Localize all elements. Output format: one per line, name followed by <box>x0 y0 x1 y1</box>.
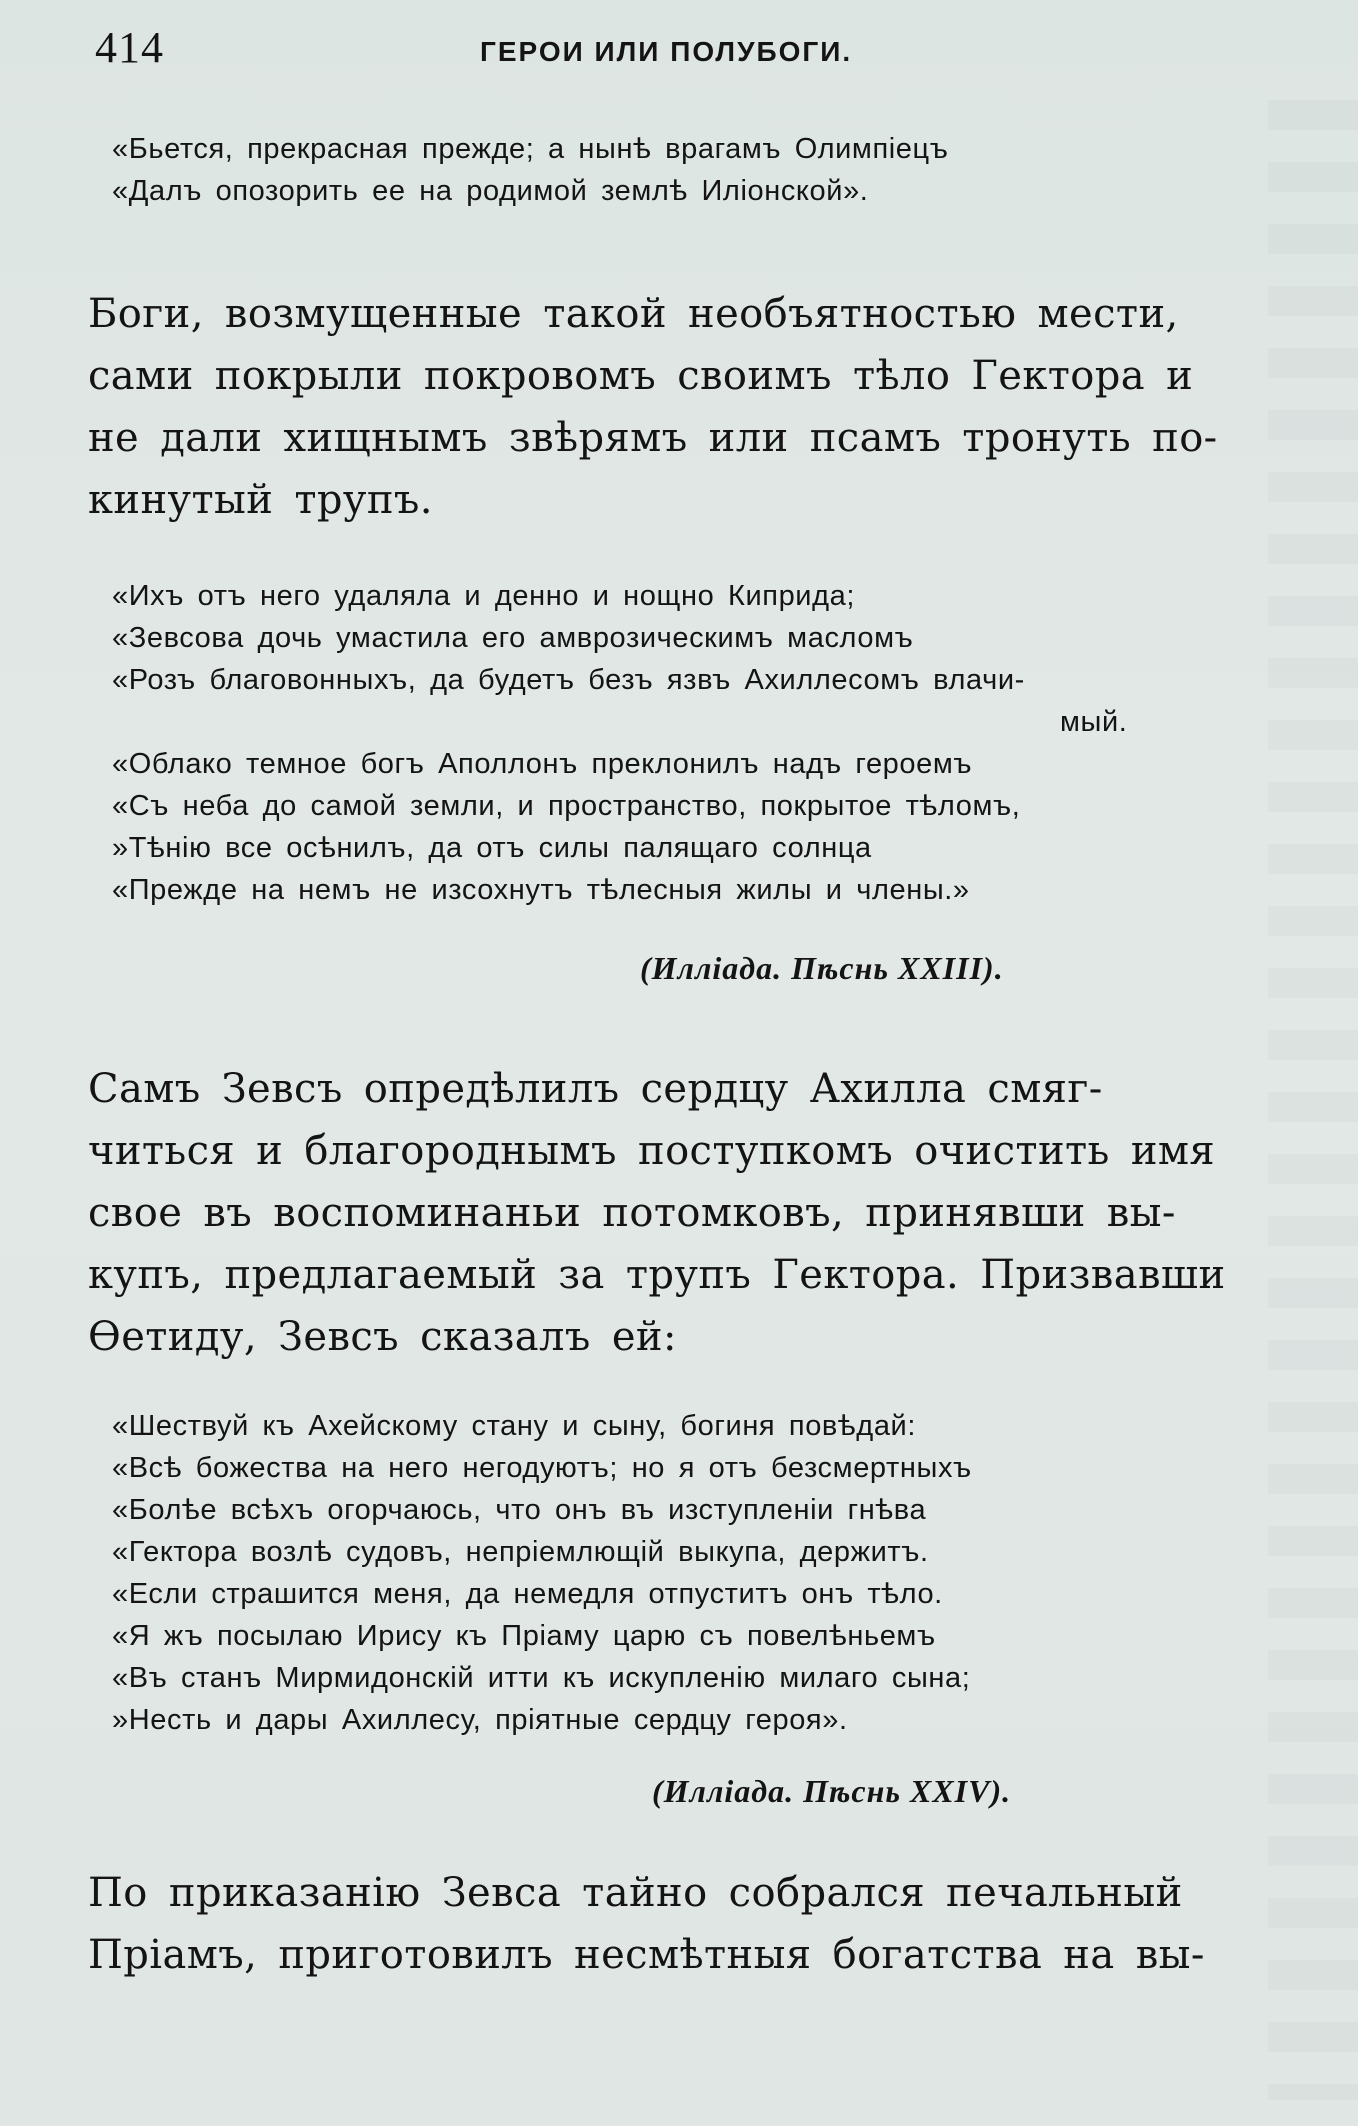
verse-line: «Я жъ посылаю Ирису къ Прiаму царю съ повелѣньемъ <box>112 1620 936 1652</box>
attribution-1: (Илліада. Пѣснь XXIII). <box>640 950 1004 986</box>
verse-line: «Шествуй къ Ахейскому стану и сыну, богиня повѣдай: <box>112 1410 917 1442</box>
verse-line: »Тѣнiю все осѣнилъ, да отъ силы палящаго солнца <box>112 832 872 864</box>
prose-line: По приказанiю Зевса тайно собрался печальный <box>88 1870 1183 1916</box>
prose-line: не дали хищнымъ звѣрямъ или псамъ тронуть по- <box>88 415 1218 461</box>
verse-line-continuation: мый. <box>1060 706 1128 738</box>
verse-quote-3 <box>112 1405 972 1741</box>
prose-line: Ѳетиду, Зевсъ сказалъ ей: <box>88 1314 677 1360</box>
verse-line: «Бьется, прекрасная прежде; а нынѣ врагамъ Олимпiецъ <box>112 133 949 165</box>
verse-line: «Облако темное богъ Аполлонъ преклонилъ надъ героемъ <box>112 748 973 780</box>
prose-line: свое въ воспоминаньи потомковъ, принявши вы- <box>88 1190 1176 1236</box>
verse-line: «Розъ благовонныхъ, да будетъ безъ язвъ Ахиллесомъ влачи- <box>112 664 1025 696</box>
prose-line: Самъ Зевсъ опредѣлилъ сердцу Ахилла смяг- <box>88 1066 1103 1112</box>
verse-line: «Прежде на немъ не изсохнутъ тѣлесныя жилы и члены.» <box>112 874 970 906</box>
verse-line: «Зевсова дочь умастила его амврозическимъ масломъ <box>112 622 914 654</box>
verse-line: «Въ станъ Мирмидонскiй итти къ искупленiю милаго сына; <box>112 1662 971 1694</box>
page-header <box>90 22 1270 82</box>
prose-line: купъ, предлагаемый за трупъ Гектора. Призвавши <box>88 1252 1226 1298</box>
verse-line: «Ихъ отъ него удаляла и денно и нощно Киприда; <box>112 580 856 612</box>
page-number: 414 <box>95 23 164 72</box>
verse-quote-2 <box>112 575 1127 911</box>
prose-line: читься и благороднымъ поступкомъ очистить имя <box>88 1128 1216 1174</box>
prose-line: Прiамъ, приготовилъ несмѣтныя богатства на вы- <box>88 1932 1205 1978</box>
attribution-2: (Илліада. Пѣснь XXIV). <box>652 1773 1012 1809</box>
paragraph-1 <box>88 283 1268 531</box>
prose-line: Боги, возмущенные такой необъятностью мести, <box>88 291 1179 337</box>
prose-line: кинутый трупъ. <box>88 477 433 523</box>
verse-quote-1 <box>112 128 948 212</box>
verse-line: «Всѣ божества на него негодуютъ; но я отъ безсмертныхъ <box>112 1452 972 1484</box>
verse-line: «Если страшится меня, да немедля отпуститъ онъ тѣло. <box>112 1578 943 1610</box>
paragraph-2 <box>88 1058 1268 1368</box>
running-title: ГЕРОИ ИЛИ ПОЛУБОГИ. <box>480 36 853 67</box>
prose-line: сами покрыли покровомъ своимъ тѣло Гектора и <box>88 353 1194 399</box>
verse-line: «Болѣе всѣхъ огорчаюсь, что онъ въ изступленiи гнѣва <box>112 1494 927 1526</box>
verse-line: »Несть и дары Ахиллесу, прiятные сердцу героя». <box>112 1704 848 1736</box>
verse-line: «Гектора возлѣ судовъ, непрiемлющiй выкупа, держитъ. <box>112 1536 929 1568</box>
verse-line: «Далъ опозорить ее на родимой землѣ Илiонской». <box>112 175 869 207</box>
bleed-through-shading <box>1268 100 1358 2100</box>
verse-line: «Съ неба до самой земли, и пространство, покрытое тѣломъ, <box>112 790 1021 822</box>
paragraph-3 <box>88 1862 1268 1986</box>
